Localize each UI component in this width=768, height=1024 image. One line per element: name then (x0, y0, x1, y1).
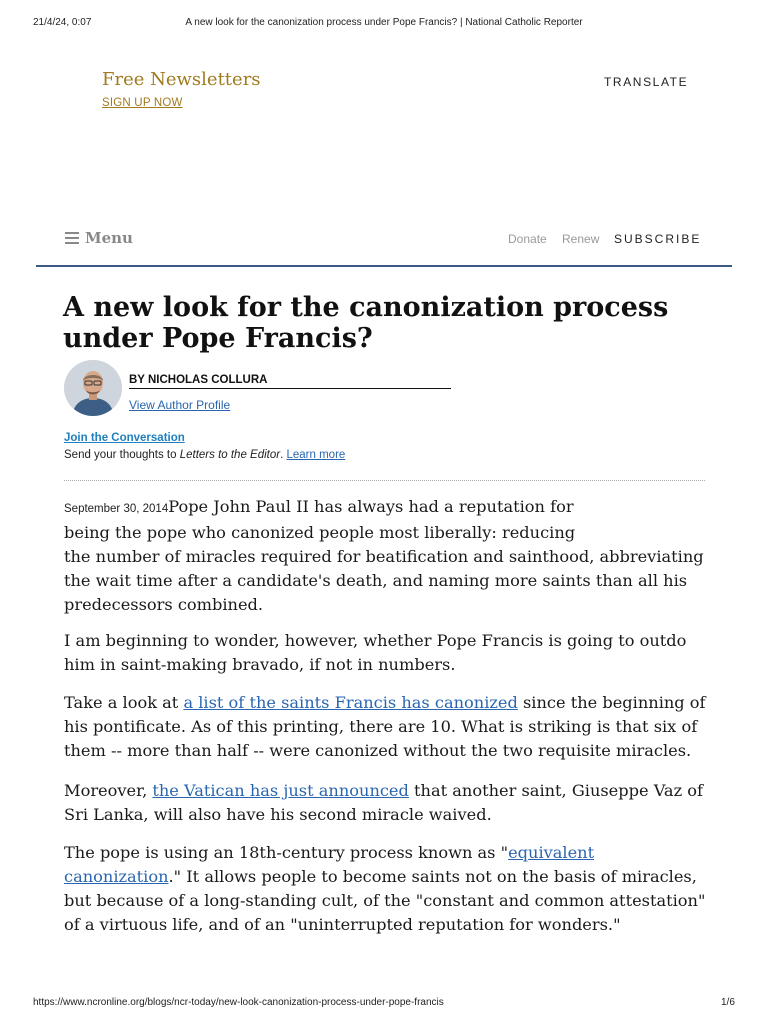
paragraph-4-text: that another saint, Giuseppe Vaz of Sri Lanka, will also have his second miracle waived. (64, 781, 703, 824)
author-photo-icon (64, 360, 122, 416)
paragraph-5-text: ." It allows people to become saints not on the basis of miracles, but because of a long-standing cult, of the "constant and common attestation" of a virtuous life, and of an "uninterrupted reputation for wonders." (64, 867, 706, 934)
paragraph-3-text: since the beginning of his pontificate. As of this printing, there are 10. What is striking is that six of them -- more than half -- were canonized without the two requisite miracles. (64, 693, 706, 760)
section-divider (64, 480, 705, 481)
letters-to-editor: Letters to the Editor (179, 449, 281, 461)
donate-link[interactable]: Donate (508, 232, 547, 246)
join-conversation-link[interactable]: Join the Conversation (64, 432, 185, 444)
paragraph-2: I am beginning to wonder, however, whether Pope Francis is going to outdo him in saint-making bravado, if not in numbers. (64, 631, 687, 674)
newsletter-title: Free Newsletters (102, 69, 261, 90)
author-avatar[interactable] (64, 360, 122, 416)
print-datetime: 21/4/24, 0:07 (33, 17, 92, 28)
paragraph-5-lead: The pope is using an 18th-century process known as " (64, 843, 509, 862)
menu-label: Menu (85, 229, 133, 247)
letters-prompt (64, 449, 345, 461)
print-page-title: A new look for the canonization process under Pope Francis? | National Catholic Reporter (185, 17, 583, 28)
header-divider (36, 265, 732, 267)
print-footer-url: https://www.ncronline.org/blogs/ncr-today/new-look-canonization-process-under-pope-francis (33, 997, 444, 1008)
learn-more-link[interactable]: Learn more (286, 449, 346, 461)
equivalent-canonization-link[interactable]: equivalent canonization (64, 843, 595, 886)
letters-prompt-text: Send your thoughts to (64, 449, 180, 461)
article-title: A new look for the canonization process under Pope Francis? (63, 292, 669, 354)
renew-link[interactable]: Renew (562, 232, 600, 246)
paragraph-1-rest: the number of miracles required for beatification and sainthood, abbreviating the wait time after a candidate's death, and naming more saints than all his predecessors combined. (64, 547, 704, 614)
byline-underline (129, 388, 451, 389)
paragraph-1-line-2: being the pope who canonized people most liberally: reducing (64, 523, 576, 542)
translate-button[interactable]: TRANSLATE (604, 75, 689, 89)
letters-prompt-sep: . (280, 449, 287, 461)
vatican-announcement-link[interactable]: the Vatican has just announced (152, 781, 409, 800)
hamburger-icon (65, 232, 79, 244)
paragraph-5 (64, 841, 712, 937)
author-profile-link[interactable]: View Author Profile (129, 398, 231, 412)
paragraph-4-lead: Moreover, (64, 781, 153, 800)
author-byline[interactable]: BY NICHOLAS COLLURA (129, 374, 268, 386)
menu-button[interactable] (65, 229, 133, 247)
subscribe-link[interactable]: SUBSCRIBE (614, 232, 702, 246)
article-date: September 30, 2014 (64, 503, 169, 515)
paragraph-1 (64, 495, 712, 617)
paragraph-4 (64, 779, 712, 827)
print-page-number: 1/6 (721, 997, 735, 1008)
newsletter-signup-link[interactable]: SIGN UP NOW (102, 97, 183, 109)
saints-list-link[interactable]: a list of the saints Francis has canonized (183, 693, 518, 712)
paragraph-1-line-1: Pope John Paul II has always had a reputation for (168, 497, 574, 516)
paragraph-3 (64, 691, 712, 763)
paragraph-3-lead: Take a look at (64, 693, 184, 712)
